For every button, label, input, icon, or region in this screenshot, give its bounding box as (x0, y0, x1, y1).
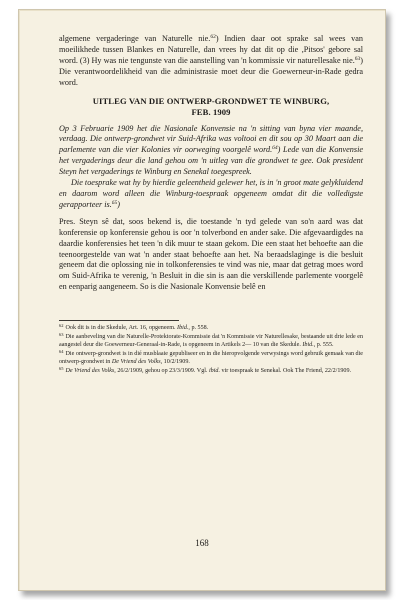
intro-paragraph: algemene vergaderinge van Naturelle nie.$^{62}$) Indien daar oot sprake sal wees van moeilikhede tussen Blankes en Naturelle, dan vrees hy dat dit op die ,Pitsos' gebore sal word. (3) Hy was nie tengunste van die aanstelling van 'n kommissie vir naturellesake nie.$^{63}$) Die verantwoordelikheid van die administrasie moet deur die Goewerneur-in-Rade gedra word. (59, 34, 363, 87)
body-paragraph: Pres. Steyn sê dat, soos bekend is, die toestande 'n tyd gelede van so'n aard was dat konferensie op konferensie gehou is oor 'n tolverbond en ander sake. Die afgevaardigdes na daardie konferensies het teen 'n dik muur te staan gekom. Die een staat het behoefte aan die teenoorgestelde van wat 'n ander staat behoefte aan het. Na beraadslaginge is die besluit geneem dat die oplossing nie in tolkonferensies te vind was nie, maar dat getrag moes word om Suid-Afrika te verenig, 'n Besluit in die sin is aan die verskillende parlemente voorgelê en eenparig aangeneem. So is die Nasionale Konvensie belê en (59, 216, 363, 292)
page-number: 168 (195, 538, 209, 548)
footnote-64: $^{64}$ Die ontwerp-grondwet is in dié musblaaie gepubliseer en in die hieropvolgende verwysings word gebruik gemaak van die ontwerp-grondwet in De Vriend des Volks, 10/2/1909. (59, 348, 363, 365)
section-heading (59, 96, 363, 118)
footnote-ref-64: 64 (272, 145, 278, 152)
footnote-62: $^{62}$ Ook dit is in die Skedule, Art. 16, opgeneem. Ibid., p. 558. (59, 323, 209, 332)
footnotes (59, 325, 363, 375)
italic-intro-paragraph-2: Die toesprake wat hy by hierdie geleentheid gelewer het, is in 'n groot mate gelykluidend en daarom word alleen die Winburg-toespraak opgeneem omdat dit die volledigste gerapporteer is.$^{65}$) (59, 178, 363, 209)
page-content (59, 34, 363, 377)
book-page (18, 9, 386, 591)
italic-intro-paragraph-1: Op 3 Februarie 1909 het die Nasionale Konvensie na 'n sitting van byna vier maande, verdaag. Die ontwerp-grondwet vir Suid-Afrika was voltooi en dit sou op 30 Maart aan die parlemente van die vier Kolonies vir oorweging voorgelê word.$^{64}$) Lede van die Konvensie het vergaderings deur die land gehou om 'n uitleg van die grondwet te gee. Ook president Steyn het vergaderings te Winburg en Senekal toegespreek. (59, 123, 363, 177)
footnote-ref-62: 62 (210, 34, 216, 40)
footnote-63: $^{63}$ Die aanbeveling van die Naturelle-Protektorate-Kommissie dat 'n Kommissie vir Naturellesake, bestaande uit drie lede en aangestel deur die Goewerneur-Generaal-in-Rade, is opgeneem in Artikels 2— 10 van die Skedule. Ibid., p. 555. (59, 332, 363, 348)
footnote-65: $^{65}$ De Vriend des Volks, 26/2/1909, gehou op 23/3/1909. Vgl. ibid. vir toespraak te Senekal. Ook The Friend, 22/2/1909. (59, 365, 352, 374)
footnote-ref-65: 65 (111, 199, 118, 206)
footnote-ref-63: 63 (354, 55, 361, 62)
section-heading-line-1: UITLEG VAN DIE ONTWERP-GRONDWET TE WINBURG, (92, 95, 330, 106)
footnote-divider (59, 320, 179, 321)
section-heading-line-2: FEB. 1909 (191, 106, 231, 117)
